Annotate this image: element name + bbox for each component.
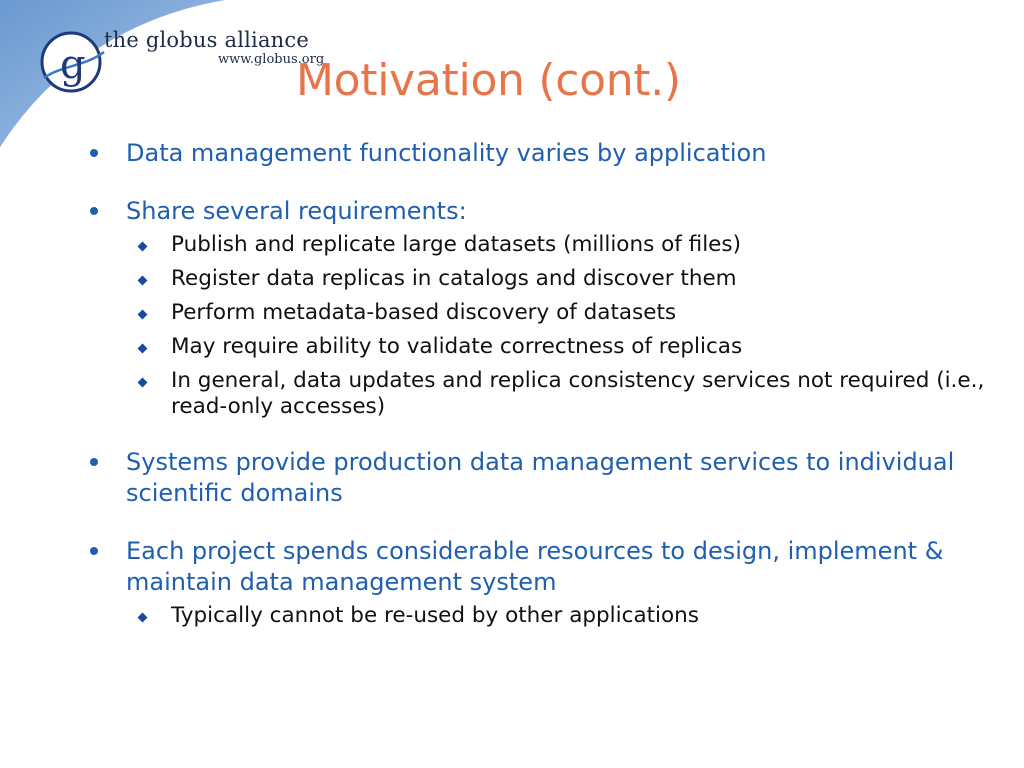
- bullet-dot-icon: [90, 547, 98, 555]
- bullet-text: Data management functionality varies by application: [126, 139, 767, 167]
- bullet-item: [90, 536, 990, 598]
- bullet-text: Each project spends considerable resources to design, implement & maintain data management system: [126, 537, 944, 596]
- sub-bullet-item: [90, 300, 990, 326]
- bullet-text: Share several requirements:: [126, 197, 467, 225]
- sub-bullet-text: In general, data updates and replica consistency services not required (i.e., read-only accesses): [171, 368, 985, 419]
- sub-bullet-text: May require ability to validate correctness of replicas: [171, 334, 743, 359]
- bullet-dot-icon: [90, 207, 98, 215]
- bullet-text: Systems provide production data management services to individual scientific domains: [126, 448, 955, 507]
- diamond-bullet-icon: [138, 344, 148, 354]
- diamond-bullet-icon: [138, 310, 148, 320]
- sub-bullet-item: [90, 334, 990, 360]
- bullet-dot-icon: [90, 458, 98, 466]
- logo-letter: g: [60, 42, 86, 88]
- bullet-item: [90, 196, 990, 227]
- bullet-list: [90, 138, 990, 629]
- globus-logo-icon: [38, 26, 108, 106]
- sub-bullet-text: Register data replicas in catalogs and discover them: [171, 266, 737, 291]
- logo-brand-text: the globus alliance: [104, 28, 309, 52]
- diamond-bullet-icon: [138, 276, 148, 286]
- bullet-item: [90, 447, 990, 509]
- sub-bullet-text: Typically cannot be re-used by other applications: [171, 603, 700, 628]
- slide-title: Motivation (cont.): [296, 55, 681, 106]
- sub-bullet-item: [90, 603, 990, 629]
- sub-bullet-item: [90, 232, 990, 258]
- sub-bullet-text: Perform metadata-based discovery of datasets: [171, 300, 677, 325]
- sub-bullet-text: Publish and replicate large datasets (millions of files): [171, 232, 742, 257]
- diamond-bullet-icon: [138, 378, 148, 388]
- bullet-item: [90, 138, 990, 169]
- bullet-dot-icon: [90, 149, 98, 157]
- logo-url: www.globus.org: [218, 52, 325, 67]
- diamond-bullet-icon: [138, 613, 148, 623]
- sub-bullet-item: [90, 266, 990, 292]
- sub-bullet-item: [90, 368, 990, 420]
- diamond-bullet-icon: [138, 242, 148, 252]
